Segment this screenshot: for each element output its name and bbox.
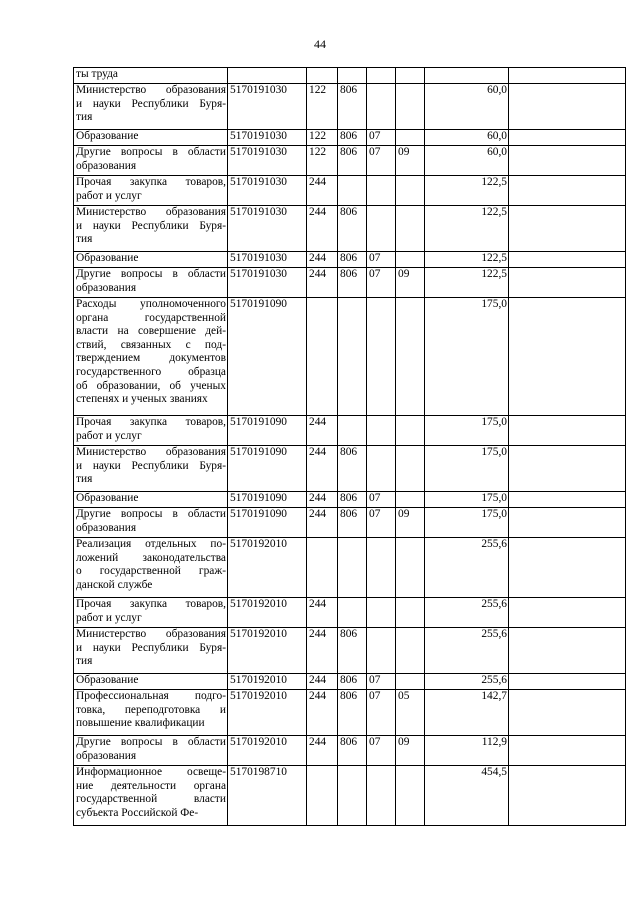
section-cell: 07	[367, 492, 396, 508]
table-row	[74, 68, 626, 84]
expense-type-cell: 244	[307, 446, 338, 492]
section-cell	[367, 176, 396, 206]
ministry-code-cell: 806	[338, 492, 367, 508]
ministry-code-cell: 806	[338, 674, 367, 690]
table-row	[74, 446, 626, 492]
item-name-cell	[74, 446, 228, 492]
subsection-cell	[396, 674, 425, 690]
item-name-line: работ и услуг	[76, 611, 142, 624]
item-name-line: Профессиональная подго-	[76, 690, 226, 702]
item-name-line: повышение квалификации	[76, 717, 205, 730]
table-row	[74, 416, 626, 446]
subsection-cell	[396, 252, 425, 268]
ministry-code-cell: 806	[338, 130, 367, 146]
ministry-code-cell	[338, 416, 367, 446]
target-article-cell: 5170192010	[228, 690, 307, 736]
subsection-cell: 09	[396, 508, 425, 538]
item-name-line: и науки Республики Буря-	[76, 97, 226, 110]
item-name-cell	[74, 508, 228, 538]
item-name-line: Министерство образования	[76, 206, 226, 218]
item-name-line: ствий, связанных с под-	[76, 338, 226, 351]
table-row	[74, 268, 626, 298]
item-name-line: Министерство образования	[76, 446, 226, 458]
item-name-cell	[74, 416, 228, 446]
item-name-line: тия	[76, 111, 93, 124]
amount-cell: 122,5	[425, 206, 509, 252]
item-name-line: степенях и ученых званиях	[76, 393, 208, 406]
ministry-code-cell: 806	[338, 206, 367, 252]
table-row	[74, 508, 626, 538]
empty-cell	[509, 84, 626, 130]
expense-type-cell: 244	[307, 598, 338, 628]
section-cell	[367, 766, 396, 826]
target-article-cell: 5170192010	[228, 736, 307, 766]
subsection-cell	[396, 416, 425, 446]
expense-type-cell: 244	[307, 736, 338, 766]
amount-cell: 175,0	[425, 508, 509, 538]
amount-cell: 122,5	[425, 176, 509, 206]
table-row	[74, 146, 626, 176]
table-row	[74, 598, 626, 628]
amount-cell: 175,0	[425, 446, 509, 492]
ministry-code-cell: 806	[338, 252, 367, 268]
item-name-cell	[74, 628, 228, 674]
item-name-line: образования	[76, 749, 137, 762]
item-name-line: Прочая закупка товаров,	[76, 598, 226, 610]
empty-cell	[509, 446, 626, 492]
item-name-cell	[74, 598, 228, 628]
subsection-cell	[396, 176, 425, 206]
ministry-code-cell: 806	[338, 628, 367, 674]
section-cell	[367, 84, 396, 130]
expense-type-cell	[307, 766, 338, 826]
item-name-line: Информационное освеще-	[76, 766, 226, 778]
empty-cell	[509, 176, 626, 206]
section-cell: 07	[367, 268, 396, 298]
item-name-cell	[74, 268, 228, 298]
item-name-line: Министерство образования	[76, 84, 226, 96]
amount-cell: 255,6	[425, 628, 509, 674]
item-name-line: о государственной граж-	[76, 565, 226, 578]
section-cell: 07	[367, 674, 396, 690]
item-name-line: работ и услуг	[76, 429, 142, 442]
amount-cell: 255,6	[425, 674, 509, 690]
table-row	[74, 674, 626, 690]
target-article-cell: 5170192010	[228, 598, 307, 628]
item-name-cell	[74, 146, 228, 176]
target-article-cell	[228, 68, 307, 84]
item-name-line: ние деятельности органа	[76, 779, 226, 792]
item-name-cell	[74, 206, 228, 252]
empty-cell	[509, 206, 626, 252]
expense-type-cell: 122	[307, 84, 338, 130]
table-row	[74, 298, 626, 416]
amount-cell: 142,7	[425, 690, 509, 736]
empty-cell	[509, 690, 626, 736]
empty-cell	[509, 146, 626, 176]
empty-cell	[509, 508, 626, 538]
expense-type-cell: 244	[307, 252, 338, 268]
target-article-cell: 5170191090	[228, 446, 307, 492]
item-name-line: Другие вопросы в области	[76, 736, 226, 748]
target-article-cell: 5170191030	[228, 206, 307, 252]
item-name-line: тия	[76, 655, 93, 668]
amount-cell: 175,0	[425, 416, 509, 446]
target-article-cell: 5170191030	[228, 84, 307, 130]
item-name-line: Другие вопросы в области	[76, 268, 226, 280]
section-cell: 07	[367, 130, 396, 146]
expense-type-cell: 244	[307, 492, 338, 508]
target-article-cell: 5170191090	[228, 416, 307, 446]
table-row	[74, 766, 626, 826]
empty-cell	[509, 298, 626, 416]
subsection-cell	[396, 628, 425, 674]
amount-cell: 122,5	[425, 252, 509, 268]
item-name-line: тия	[76, 473, 93, 486]
item-name-line: ложений законодательства	[76, 551, 226, 564]
target-article-cell: 5170191030	[228, 268, 307, 298]
section-cell: 07	[367, 508, 396, 538]
item-name-line: Министерство образования	[76, 628, 226, 640]
empty-cell	[509, 736, 626, 766]
item-name-line: и науки Республики Буря-	[76, 219, 226, 232]
budget-table	[73, 67, 626, 826]
item-name-line: государственной власти	[76, 793, 226, 806]
subsection-cell: 05	[396, 690, 425, 736]
item-name-line: тия	[76, 233, 93, 246]
item-name-line: и науки Республики Буря-	[76, 459, 226, 472]
target-article-cell: 5170191030	[228, 176, 307, 206]
item-name-line: субъекта Российской Фе-	[76, 806, 199, 819]
item-name-line: образования	[76, 281, 137, 294]
item-name-cell	[74, 84, 228, 130]
item-name-cell	[74, 298, 228, 416]
table-row	[74, 628, 626, 674]
amount-cell: 60,0	[425, 146, 509, 176]
amount-cell	[425, 68, 509, 84]
subsection-cell	[396, 68, 425, 84]
subsection-cell	[396, 492, 425, 508]
amount-cell: 255,6	[425, 598, 509, 628]
target-article-cell: 5170191030	[228, 130, 307, 146]
expense-type-cell: 122	[307, 130, 338, 146]
empty-cell	[509, 598, 626, 628]
table-row	[74, 538, 626, 598]
ministry-code-cell	[338, 598, 367, 628]
table-row	[74, 252, 626, 268]
section-cell: 07	[367, 252, 396, 268]
amount-cell: 112,9	[425, 736, 509, 766]
empty-cell	[509, 68, 626, 84]
subsection-cell	[396, 446, 425, 492]
target-article-cell: 5170191030	[228, 146, 307, 176]
table-row	[74, 130, 626, 146]
section-cell	[367, 538, 396, 598]
empty-cell	[509, 268, 626, 298]
expense-type-cell	[307, 298, 338, 416]
section-cell: 07	[367, 690, 396, 736]
ministry-code-cell: 806	[338, 508, 367, 538]
subsection-cell	[396, 130, 425, 146]
ministry-code-cell: 806	[338, 84, 367, 130]
expense-type-cell: 244	[307, 690, 338, 736]
section-cell	[367, 416, 396, 446]
target-article-cell: 5170191090	[228, 492, 307, 508]
empty-cell	[509, 492, 626, 508]
item-name-line: ты труда	[76, 68, 118, 80]
ministry-code-cell	[338, 176, 367, 206]
item-name-line: Расходы уполномоченного	[76, 298, 226, 310]
section-cell	[367, 628, 396, 674]
expense-type-cell	[307, 538, 338, 598]
amount-cell: 122,5	[425, 268, 509, 298]
item-name-line: органа государственной	[76, 311, 226, 324]
empty-cell	[509, 674, 626, 690]
item-name-line: тверждением документов	[76, 352, 226, 365]
empty-cell	[509, 766, 626, 826]
ministry-code-cell: 806	[338, 446, 367, 492]
item-name-line: Прочая закупка товаров,	[76, 416, 226, 428]
page-number: 44	[314, 37, 326, 51]
item-name-cell	[74, 68, 228, 84]
target-article-cell: 5170191030	[228, 252, 307, 268]
table-row	[74, 492, 626, 508]
section-cell	[367, 598, 396, 628]
target-article-cell: 5170192010	[228, 538, 307, 598]
item-name-line: образования	[76, 159, 137, 172]
target-article-cell: 5170191090	[228, 298, 307, 416]
ministry-code-cell: 806	[338, 736, 367, 766]
expense-type-cell: 122	[307, 146, 338, 176]
subsection-cell	[396, 298, 425, 416]
item-name-cell	[74, 766, 228, 826]
expense-type-cell: 244	[307, 206, 338, 252]
expense-type-cell: 244	[307, 268, 338, 298]
table-row	[74, 176, 626, 206]
item-name-line: и науки Республики Буря-	[76, 641, 226, 654]
empty-cell	[509, 416, 626, 446]
expense-type-cell: 244	[307, 628, 338, 674]
item-name-line: Образование	[76, 130, 139, 142]
ministry-code-cell: 806	[338, 146, 367, 176]
subsection-cell: 09	[396, 268, 425, 298]
item-name-cell	[74, 176, 228, 206]
table-row	[74, 206, 626, 252]
amount-cell: 255,6	[425, 538, 509, 598]
amount-cell: 60,0	[425, 84, 509, 130]
target-article-cell: 5170192010	[228, 674, 307, 690]
ministry-code-cell	[338, 68, 367, 84]
table-row	[74, 736, 626, 766]
expense-type-cell: 244	[307, 176, 338, 206]
subsection-cell	[396, 538, 425, 598]
expense-type-cell: 244	[307, 674, 338, 690]
item-name-cell	[74, 674, 228, 690]
item-name-line: об образовании, об ученых	[76, 379, 226, 392]
section-cell: 07	[367, 146, 396, 176]
section-cell	[367, 298, 396, 416]
item-name-line: власти на совершение дей-	[76, 325, 226, 338]
amount-cell: 454,5	[425, 766, 509, 826]
item-name-line: данской службе	[76, 578, 153, 591]
ministry-code-cell	[338, 766, 367, 826]
subsection-cell	[396, 206, 425, 252]
subsection-cell: 09	[396, 736, 425, 766]
section-cell	[367, 68, 396, 84]
item-name-cell	[74, 538, 228, 598]
section-cell: 07	[367, 736, 396, 766]
item-name-line: товка, переподготовка и	[76, 703, 226, 716]
section-cell	[367, 206, 396, 252]
item-name-line: работ и услуг	[76, 189, 142, 202]
item-name-line: Образование	[76, 674, 139, 686]
item-name-cell	[74, 736, 228, 766]
expense-type-cell: 244	[307, 508, 338, 538]
subsection-cell	[396, 84, 425, 130]
expense-type-cell: 244	[307, 416, 338, 446]
item-name-line: образования	[76, 521, 137, 534]
item-name-line: Другие вопросы в области	[76, 146, 226, 158]
amount-cell: 60,0	[425, 130, 509, 146]
subsection-cell	[396, 598, 425, 628]
ministry-code-cell: 806	[338, 268, 367, 298]
empty-cell	[509, 628, 626, 674]
amount-cell: 175,0	[425, 298, 509, 416]
item-name-line: Другие вопросы в области	[76, 508, 226, 520]
empty-cell	[509, 538, 626, 598]
target-article-cell: 5170198710	[228, 766, 307, 826]
section-cell	[367, 446, 396, 492]
item-name-cell	[74, 492, 228, 508]
table-row	[74, 84, 626, 130]
item-name-line: Реализация отдельных по-	[76, 538, 226, 550]
subsection-cell	[396, 766, 425, 826]
empty-cell	[509, 130, 626, 146]
target-article-cell: 5170191090	[228, 508, 307, 538]
ministry-code-cell	[338, 538, 367, 598]
table-row	[74, 690, 626, 736]
expense-type-cell	[307, 68, 338, 84]
empty-cell	[509, 252, 626, 268]
amount-cell: 175,0	[425, 492, 509, 508]
item-name-cell	[74, 130, 228, 146]
item-name-line: Образование	[76, 492, 139, 504]
ministry-code-cell	[338, 298, 367, 416]
item-name-line: Прочая закупка товаров,	[76, 176, 226, 188]
subsection-cell: 09	[396, 146, 425, 176]
ministry-code-cell: 806	[338, 690, 367, 736]
item-name-line: Образование	[76, 252, 139, 264]
item-name-cell	[74, 252, 228, 268]
item-name-cell	[74, 690, 228, 736]
target-article-cell: 5170192010	[228, 628, 307, 674]
item-name-line: государственного образца	[76, 365, 226, 378]
